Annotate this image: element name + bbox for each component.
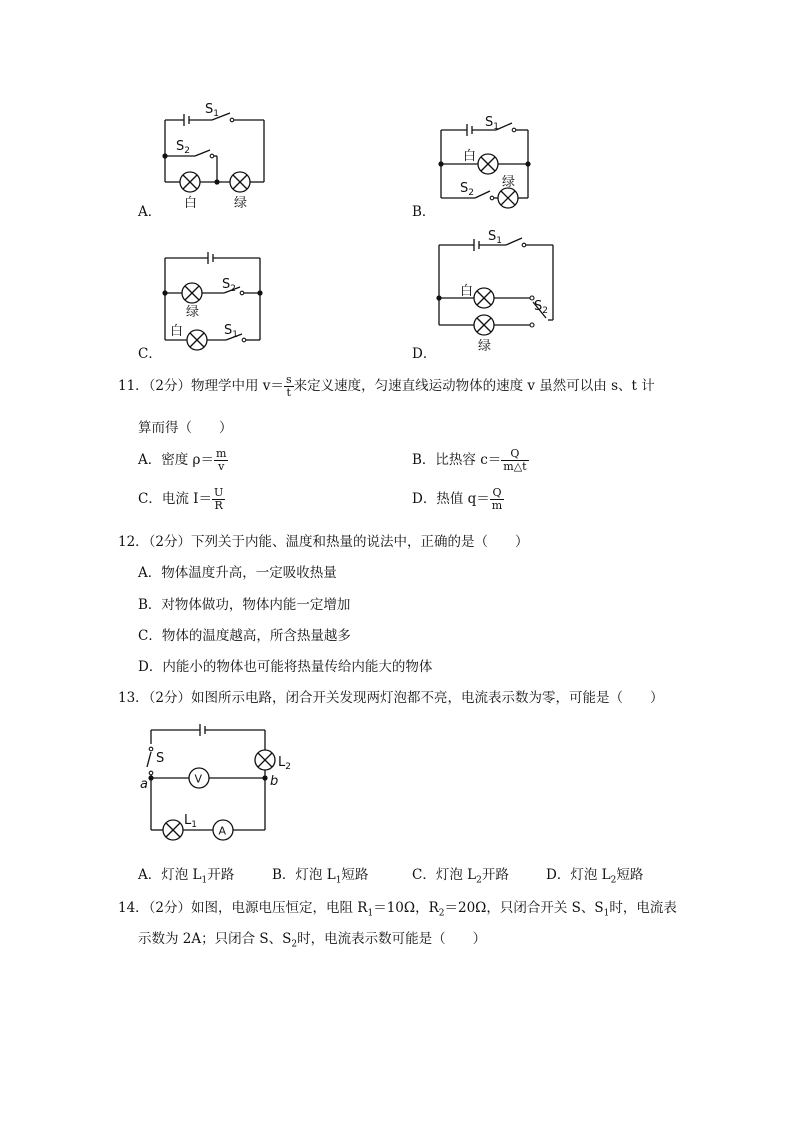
q12-option-b[interactable]: B．对物体做功，物体内能一定增加 bbox=[138, 597, 351, 613]
q11-option-b[interactable]: B．比热容 c＝ $\frac{Q}{m\triangle t}$ bbox=[412, 447, 527, 473]
q11-option-a[interactable]: A．密度 ρ＝ $\frac{m}{v}$ bbox=[138, 447, 227, 473]
label-s1-c: $S_1$ bbox=[224, 323, 238, 340]
q14-stem-cont: 示数为 2A；只闭合 S、$S_2$时，电流表示数可能是（ ） bbox=[138, 931, 487, 950]
option-a-label[interactable]: A． bbox=[138, 204, 162, 220]
lamp-l1 bbox=[163, 820, 183, 840]
q12-option-c[interactable]: C．物体的温度越高，所含热量越多 bbox=[138, 628, 351, 644]
label-white-d: 白 bbox=[460, 284, 474, 299]
q13-option-b[interactable]: B．灯泡 $L_1$短路 bbox=[272, 867, 369, 886]
label-node-a: a bbox=[140, 777, 148, 792]
q13-option-a[interactable]: A．灯泡 $L_1$开路 bbox=[138, 867, 235, 886]
option-d-label[interactable]: D． bbox=[412, 346, 437, 362]
label-white-a: 白 bbox=[184, 196, 198, 211]
label-green-b: 绿 bbox=[502, 175, 516, 190]
label-s2-b: $S_2$ bbox=[460, 181, 474, 198]
label-node-b: b bbox=[270, 774, 279, 789]
option-b-label[interactable]: B． bbox=[412, 204, 436, 220]
q13-stem: 13．（2分）如图所示电路，闭合开关发现两灯泡都不亮，电流表示数为零，可能是（ ） bbox=[118, 690, 664, 706]
q11-option-d[interactable]: D．热值 q＝ $\frac{Q}{m}$ bbox=[412, 486, 503, 512]
label-s1-d: $S_1$ bbox=[488, 229, 502, 246]
voltmeter-icon bbox=[189, 768, 209, 788]
label-green-c: 绿 bbox=[186, 305, 200, 320]
label-l2: $L_2$ bbox=[278, 755, 291, 772]
q13-option-c[interactable]: C．灯泡 $L_2$开路 bbox=[412, 867, 509, 886]
q12-option-d[interactable]: D．内能小的物体也可能将热量传给内能大的物体 bbox=[138, 659, 433, 675]
q11-velocity-fraction: $\frac{s}{t}$ bbox=[285, 373, 292, 399]
option-c-label[interactable]: C． bbox=[138, 346, 162, 362]
label-green-a: 绿 bbox=[234, 196, 248, 211]
label-white-b: 白 bbox=[463, 149, 477, 164]
label-s2-d: $S_2$ bbox=[534, 299, 548, 316]
q12-option-a[interactable]: A．物体温度升高，一定吸收热量 bbox=[138, 565, 337, 581]
label-s1-b: $S_1$ bbox=[485, 115, 499, 132]
label-s2-c: $S_2$ bbox=[222, 277, 236, 294]
ammeter-icon bbox=[213, 820, 233, 840]
svg-text:V: V bbox=[194, 772, 203, 786]
label-green-d: 绿 bbox=[478, 339, 492, 354]
q11-option-c[interactable]: C．电流 I＝ $\frac{U}{R}$ bbox=[138, 486, 224, 512]
label-l1: $L_1$ bbox=[184, 813, 197, 830]
q13-option-d[interactable]: D．灯泡 $L_2$短路 bbox=[546, 867, 644, 886]
lamp-l2 bbox=[255, 750, 275, 770]
q11-stem-cont: 算而得（ ） bbox=[138, 420, 233, 436]
label-s2-a: $S_2$ bbox=[176, 139, 190, 156]
svg-text:A: A bbox=[218, 824, 227, 838]
q14-stem: 14．（2分）如图，电源电压恒定，电阻 $R_1=10\Omega$，$R_2=20\Omega$，只闭合开关 S、$S_1$时，电流表 bbox=[118, 900, 677, 919]
label-s: S bbox=[156, 751, 165, 766]
q11-stem: 11．（2分）物理学中用 v＝ $\frac{s}{t}$ 来定义速度，匀速直线运动物体的速度 v 虽然可以由 s、t 计 bbox=[118, 373, 655, 399]
label-white-c: 白 bbox=[170, 324, 184, 339]
label-s1-a: $S_1$ bbox=[205, 102, 219, 119]
q12-stem: 12．（2分）下列关于内能、温度和热量的说法中，正确的是（ ） bbox=[118, 534, 529, 550]
